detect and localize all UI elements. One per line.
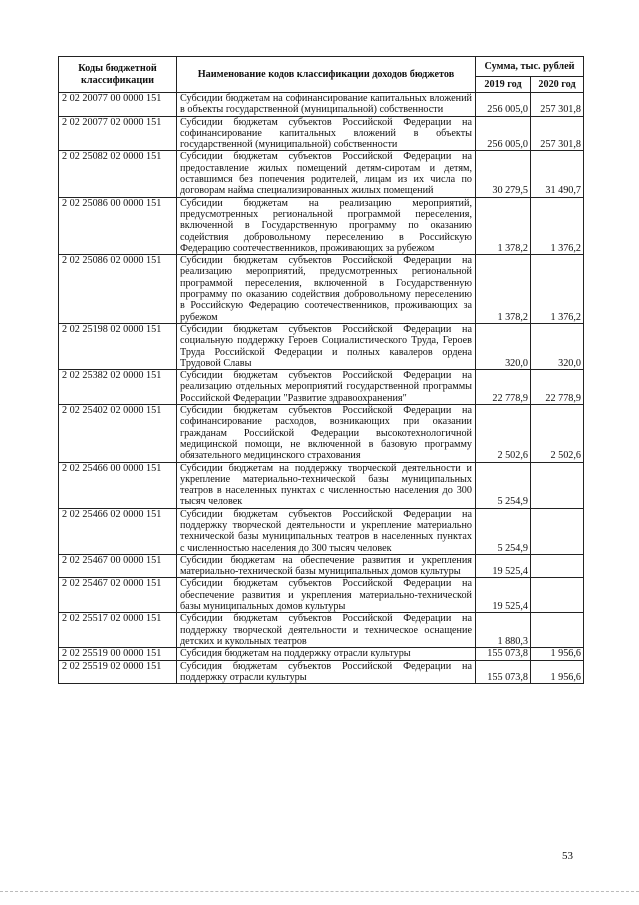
value-2020-cell <box>531 462 584 508</box>
value-2020-cell: 257 301,8 <box>531 93 584 117</box>
header-year-2020: 2020 год <box>531 77 584 93</box>
scan-edge <box>0 891 639 893</box>
value-2019-cell: 5 254,9 <box>476 508 531 554</box>
name-cell: Субсидии бюджетам субъектов Российской Федерации на реализацию отдельных мероприятий государственной программы Российской Федерации "Развитие здравоохранения" <box>177 370 476 405</box>
header-codes: Коды бюджетной классификации <box>59 57 177 93</box>
code-cell: 2 02 25467 00 0000 151 <box>59 554 177 578</box>
code-cell: 2 02 20077 00 0000 151 <box>59 93 177 117</box>
name-cell: Субсидии бюджетам субъектов Российской Федерации на реализацию мероприятий, предусмотренных региональной программой переселения, включенной в Государственную программу по оказанию содействия добровольному переселению в Российскую Федерацию соотечественников, проживающих за рубежом <box>177 255 476 324</box>
value-2020-cell: 2 502,6 <box>531 405 584 462</box>
name-cell: Субсидии бюджетам субъектов Российской Федерации на софинансирование расходов, возникающих при оказании гражданам Российской Федерации высокотехнологичной медицинской помощи, не включенной в базовую программу обязательного медицинского страхования <box>177 405 476 462</box>
value-2019-cell: 19 525,4 <box>476 554 531 578</box>
code-cell: 2 02 25517 02 0000 151 <box>59 613 177 648</box>
table-row <box>59 648 584 660</box>
name-cell: Субсидии бюджетам на обеспечение развития и укрепления материально-технической базы муниципальных домов культуры <box>177 554 476 578</box>
value-2019-cell: 155 073,8 <box>476 660 531 684</box>
value-2019-cell: 256 005,0 <box>476 93 531 117</box>
code-cell: 2 02 25198 02 0000 151 <box>59 323 177 369</box>
table-row <box>59 255 584 324</box>
name-cell: Субсидии бюджетам субъектов Российской Федерации на предоставление жилых помещений детям-сиротам и детям, оставшимся без попечения родителей, лицам из их числа по договорам найма специализированных жилых помещений <box>177 151 476 197</box>
header-year-2019: 2019 год <box>476 77 531 93</box>
code-cell: 2 02 25519 00 0000 151 <box>59 648 177 660</box>
code-cell: 2 02 25467 02 0000 151 <box>59 578 177 613</box>
value-2019-cell: 1 378,2 <box>476 197 531 254</box>
code-cell: 2 02 25382 02 0000 151 <box>59 370 177 405</box>
table-row <box>59 116 584 151</box>
value-2020-cell <box>531 578 584 613</box>
value-2020-cell: 1 376,2 <box>531 197 584 254</box>
code-cell: 2 02 20077 02 0000 151 <box>59 116 177 151</box>
code-cell: 2 02 25466 02 0000 151 <box>59 508 177 554</box>
code-cell: 2 02 25466 00 0000 151 <box>59 462 177 508</box>
code-cell: 2 02 25086 02 0000 151 <box>59 255 177 324</box>
code-cell: 2 02 25402 02 0000 151 <box>59 405 177 462</box>
value-2019-cell: 155 073,8 <box>476 648 531 660</box>
name-cell: Субсидии бюджетам на софинансирование капитальных вложений в объекты государственной (муниципальной) собственности <box>177 93 476 117</box>
value-2020-cell: 320,0 <box>531 323 584 369</box>
name-cell: Субсидии бюджетам субъектов Российской Федерации на поддержку творческой деятельности и укрепление материально технической базы муниципальных театров в населенных пунктах с численностью населения до 300 тысяч человек <box>177 508 476 554</box>
name-cell: Субсидии бюджетам на поддержку творческой деятельности и укрепление материально-технической базы муниципальных театров в населенных пунктах с численностью населения до 300 тысяч человек <box>177 462 476 508</box>
name-cell: Субсидия бюджетам на поддержку отрасли культуры <box>177 648 476 660</box>
value-2019-cell: 22 778,9 <box>476 370 531 405</box>
value-2020-cell: 31 490,7 <box>531 151 584 197</box>
name-cell: Субсидии бюджетам субъектов Российской Федерации на поддержку творческой деятельности и техническое оснащение детских и кукольных театров <box>177 613 476 648</box>
value-2019-cell: 256 005,0 <box>476 116 531 151</box>
name-cell: Субсидии бюджетам субъектов Российской Федерации на софинансирование капитальных вложений в объекты государственной (муниципальной) собственности <box>177 116 476 151</box>
table-row <box>59 197 584 254</box>
code-cell: 2 02 25086 00 0000 151 <box>59 197 177 254</box>
value-2019-cell: 19 525,4 <box>476 578 531 613</box>
table-row <box>59 151 584 197</box>
table-row <box>59 405 584 462</box>
table-row <box>59 660 584 684</box>
table-row <box>59 462 584 508</box>
name-cell: Субсидии бюджетам субъектов Российской Федерации на социальную поддержку Героев Социалистического Труда, Героев Труда Российской Федерации и полных кавалеров ордена Трудовой Славы <box>177 323 476 369</box>
value-2020-cell: 22 778,9 <box>531 370 584 405</box>
value-2020-cell: 1 376,2 <box>531 255 584 324</box>
document-sheet <box>58 56 583 684</box>
value-2020-cell <box>531 613 584 648</box>
table-row <box>59 508 584 554</box>
header-name: Наименование кодов классификации доходов бюджетов <box>177 57 476 93</box>
name-cell: Субсидии бюджетам на реализацию мероприятий, предусмотренных региональной программой переселения, включенной в Государственную программу по оказанию содействия добровольному переселению в Российскую Федерацию соотечественников, проживающих за рубежом <box>177 197 476 254</box>
name-cell: Субсидия бюджетам субъектов Российской Федерации на поддержку отрасли культуры <box>177 660 476 684</box>
value-2020-cell: 257 301,8 <box>531 116 584 151</box>
code-cell: 2 02 25519 02 0000 151 <box>59 660 177 684</box>
table-row <box>59 93 584 117</box>
table-row <box>59 370 584 405</box>
value-2019-cell: 1 378,2 <box>476 255 531 324</box>
table-row <box>59 613 584 648</box>
value-2019-cell: 320,0 <box>476 323 531 369</box>
value-2019-cell: 5 254,9 <box>476 462 531 508</box>
header-sum: Сумма, тыс. рублей <box>476 57 584 77</box>
value-2020-cell: 1 956,6 <box>531 660 584 684</box>
value-2019-cell: 2 502,6 <box>476 405 531 462</box>
budget-table <box>58 56 584 684</box>
value-2019-cell: 1 880,3 <box>476 613 531 648</box>
value-2020-cell: 1 956,6 <box>531 648 584 660</box>
value-2019-cell: 30 279,5 <box>476 151 531 197</box>
table-row <box>59 554 584 578</box>
value-2020-cell <box>531 554 584 578</box>
table-row <box>59 578 584 613</box>
name-cell: Субсидии бюджетам субъектов Российской Федерации на обеспечение развития и укрепления материально-технической базы муниципальных домов культуры <box>177 578 476 613</box>
code-cell: 2 02 25082 02 0000 151 <box>59 151 177 197</box>
value-2020-cell <box>531 508 584 554</box>
table-row <box>59 323 584 369</box>
page-number: 53 <box>562 850 573 862</box>
